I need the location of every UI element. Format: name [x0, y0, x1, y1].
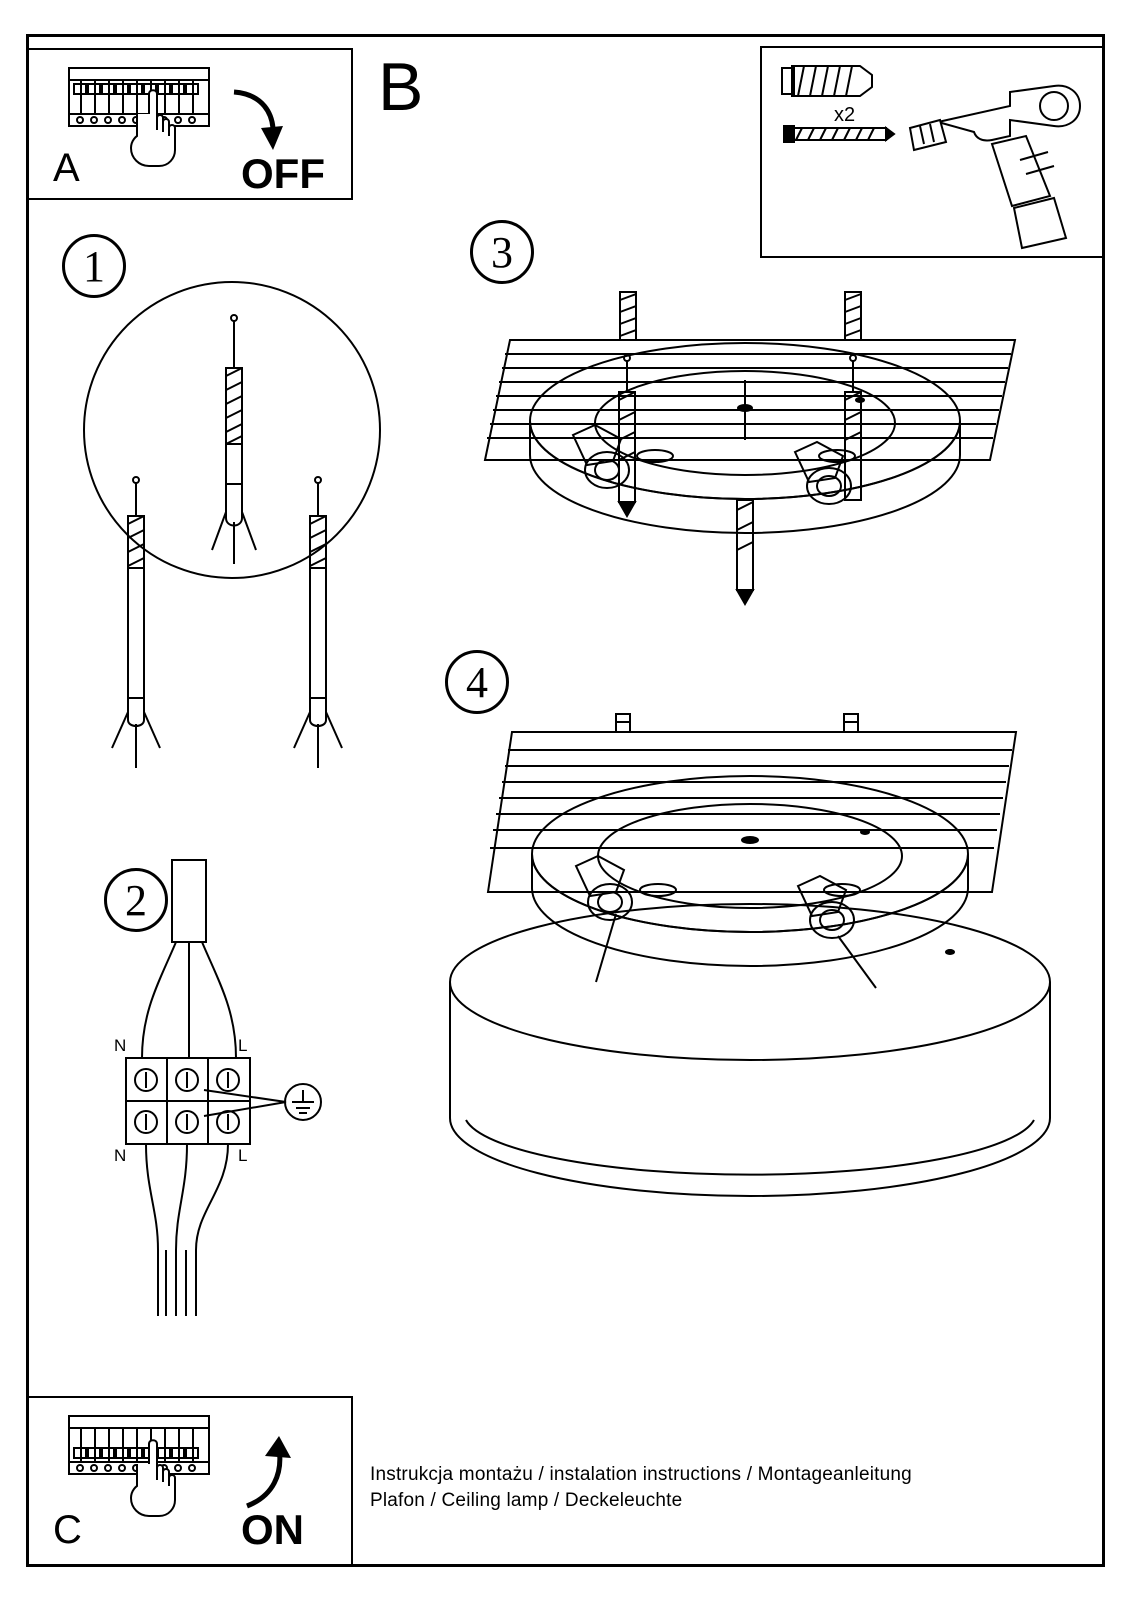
panel-power-on [27, 1396, 353, 1566]
power-drill-icon [910, 86, 1080, 248]
sheet-label: B [378, 49, 424, 125]
step-4-label: 4 [466, 657, 488, 707]
tools-quantity-label: x2 [834, 104, 856, 126]
power-on-label: ON [241, 1506, 304, 1553]
panel-tools [760, 46, 1104, 258]
terminal-label-L-top: L [238, 1036, 248, 1055]
panel-power-off [27, 48, 353, 200]
step-4-illustration [420, 700, 1080, 1200]
mains-cable-icon [142, 860, 236, 1058]
wall-plug-icon [620, 292, 861, 340]
lamp-shade-icon [450, 904, 1050, 1196]
step-1-illustration [60, 250, 420, 870]
footer-product-line: Plafon / Ceiling lamp / Deckeleuchte [370, 1490, 683, 1511]
terminal-label-L-bottom: L [238, 1146, 248, 1165]
ceiling-surface-icon [485, 340, 1015, 460]
lamp-socket-icon [576, 856, 854, 938]
ceiling-mount-plate-icon [532, 776, 968, 966]
step-2-label: 2 [125, 875, 147, 925]
terminal-label-N-bottom: N [114, 1146, 127, 1165]
arrow-down-icon [234, 92, 283, 150]
step-2-illustration [100, 850, 440, 1330]
terminal-block-icon [126, 1058, 250, 1144]
terminal-label-N-top: N [114, 1036, 127, 1055]
panel-c-letter: C [53, 1508, 82, 1552]
arrow-up-icon [247, 1436, 291, 1506]
step-1-label: 1 [83, 241, 105, 291]
screw-icon [616, 714, 858, 732]
wall-plug-icon [782, 66, 872, 96]
power-off-label: OFF [241, 150, 325, 197]
footer-instructions-line: Instrukcja montażu / instalation instructions / Montageanleitung [370, 1464, 912, 1485]
lamp-wires-icon [146, 1144, 228, 1316]
step-3-label: 3 [491, 227, 513, 277]
drill-bit-icon [212, 315, 256, 564]
step-3-illustration [455, 280, 1075, 650]
lamp-socket-icon [573, 425, 851, 504]
screw-icon [784, 126, 894, 142]
wall-plug-icon [112, 477, 160, 768]
wall-plug-icon [294, 477, 342, 768]
panel-a-letter: A [53, 146, 80, 190]
step-3-number [470, 220, 534, 284]
